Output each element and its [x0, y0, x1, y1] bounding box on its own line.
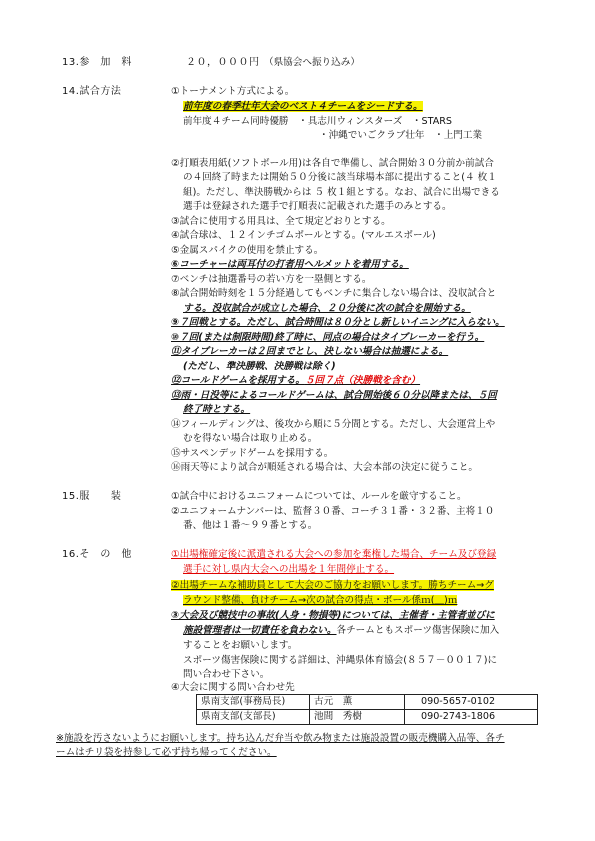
rule-12-called-game: ５回７点（決勝戦を含む）: [304, 375, 421, 386]
uniform-rule-2-line-1: ②ユニフォームナンバーは、監督３０番、コーチ３１番・３２番、主将１０: [171, 506, 495, 517]
seed-teams-line-2: ・沖縄でいごクラブ壮年 ・上門工業: [319, 130, 483, 141]
rule-2-line-2: の４回終了時または開始５０分後に該当球場本部に提出すること(４ 枚１: [183, 172, 497, 183]
seed-rule: 前年度の春季壮年大会のベスト４チームをシードする。: [183, 101, 423, 112]
rule-2-line-1: ②打順表用紙(ソフトボール用)は各自で準備し、試合開始３０分前か前試合: [171, 158, 494, 169]
other-rule-2-line-2: ラウンド整備、負けチーム→次の試合の得点・ボール係ｍ(＿)ｍ: [183, 595, 458, 606]
rule-16: ⑯雨天等により試合が順延される場合は、大会本部の決定に従うこと。: [171, 462, 478, 473]
uniform-rule-2-line-2: 番、他は１番～９９番とする。: [183, 520, 318, 531]
rule-6: ⑥コーチャーは両耳付の打者用ヘルメットを着用する。: [171, 259, 409, 270]
contact-name: 古元 薫: [310, 695, 405, 710]
contact-phone: 090-2743-1806: [405, 710, 538, 725]
table-row: [197, 710, 538, 725]
entry-fee-note: （県協会へ振り込み）: [264, 57, 360, 68]
contact-role: 県南支部(事務局長): [197, 695, 310, 710]
seed-teams-line-1: 前年度４チーム同時優勝 ・具志川ウィンスターズ ・STARS: [183, 116, 453, 127]
footer-note-line-2: ームはチリ袋を持参して必ず持ち帰ってください。: [56, 747, 277, 758]
section-15-label: 15.服 装: [62, 491, 122, 502]
rule-7: ⑦ベンチは抽選番号の若い方を一塁側とする。: [171, 274, 372, 285]
contact-role: 県南支部(支部長): [197, 710, 310, 725]
section-16-label: 16.そ の 他: [62, 549, 132, 560]
other-rule-3-line-2: 各チームともスポーツ傷害保険に加入: [336, 625, 500, 636]
insurance-info-line-1: スポーツ傷害保険に関する詳細は、沖縄県体育協会(８５７－００１７)に: [183, 655, 498, 666]
table-row: [197, 695, 538, 710]
section-13-label: 13.参 加 料: [62, 57, 132, 68]
rule-14-line-1: ⑭フィールディングは、後攻から順に５分間とする。ただし、大会運営上や: [171, 419, 496, 430]
contact-phone: 090-5657-0102: [405, 695, 538, 710]
rule-10: ⑩７回(または制限時間)終了時に、同点の場合はタイブレーカーを行う。: [171, 332, 485, 343]
other-rule-3-line-2-bold: 施設管理者は一切責任を負わない。: [183, 625, 337, 636]
section-14-label: 14.試合方法: [62, 86, 122, 97]
other-rule-3-line-1: ③大会及び競技中の事故(人身・物損等)については、主催者・主管者並びに: [171, 610, 495, 621]
rule-5: ⑤金属スパイクの使用を禁止する。: [171, 245, 324, 256]
rule-13-line-2: 終了時とする。: [183, 404, 251, 415]
rule-3: ③試合に使用する用具は、全て規定どおりとする。: [171, 216, 391, 227]
footer-note-line-1: ※施設を汚さないようにお願いします。持ち込んだ弁当や飲み物または施設設置の販売機購入品等、各チ: [56, 733, 505, 744]
other-rule-1-line-1: ①出場権確定後に派遣される大会への参加を棄権した場合、チーム及び登録: [171, 549, 497, 560]
uniform-rule-1: ①試合中におけるユニフォームについては、ルールを厳守すること。: [171, 491, 467, 502]
rule-2-line-3: 組)。ただし、準決勝戦からは ５ 枚１組とする。なお、試合に出場できる: [183, 187, 500, 198]
rule-9: ⑨７回戦とする。ただし、試合時間は８０分とし新しいイニングに入らない。: [171, 317, 505, 328]
other-rule-3-line-3: することをお願いします。: [183, 640, 298, 651]
rule-14-line-2: むを得ない場合は取り止める。: [183, 433, 318, 444]
other-rule-1-line-2: 選手に対し県内大会への出場を１年間停止する。: [183, 564, 395, 575]
rule-4: ④試合球は、１２インチゴムボールとする。(マルエスボール): [171, 230, 436, 241]
contact-heading: ④大会に関する問い合わせ先: [171, 682, 295, 693]
rule-2-line-4: 選手は登録された選手で打順表に記載された選手のみとする。: [183, 201, 452, 212]
entry-fee: ２０，０００円: [186, 57, 260, 68]
rule-1: ①トーナメント方式による。: [171, 86, 295, 97]
contact-table: [196, 694, 538, 725]
rule-8-line-1: ⑧試合開始時刻を１５分経過してもベンチに集合しない場合は、没収試合と: [171, 288, 497, 299]
rule-13-line-1: ⑬雨・日没等によるコールドゲームは、試合開始後６０分以降または、５回: [171, 390, 497, 401]
rule-15: ⑮サスペンデッドゲームを採用する。: [171, 448, 334, 459]
rule-11: ⑪タイブレーカーは２回までとし、決しない場合は抽選による。: [171, 346, 449, 357]
rule-12: ⑫コールドゲームを採用する。: [171, 375, 305, 386]
other-rule-2-line-1: ②出場チームな補助員として大会のご協力をお願いします。勝ちチーム→グ: [171, 580, 494, 591]
rule-8-line-2: する。没収試合が成立した場合、２０分後に次の試合を開始する。: [183, 303, 471, 314]
contact-name: 池間 秀樹: [310, 710, 405, 725]
rule-11-note: (ただし、準決勝戦、決勝戦は除く): [183, 361, 336, 372]
insurance-info-line-2: 問い合わせ下さい。: [183, 669, 270, 680]
